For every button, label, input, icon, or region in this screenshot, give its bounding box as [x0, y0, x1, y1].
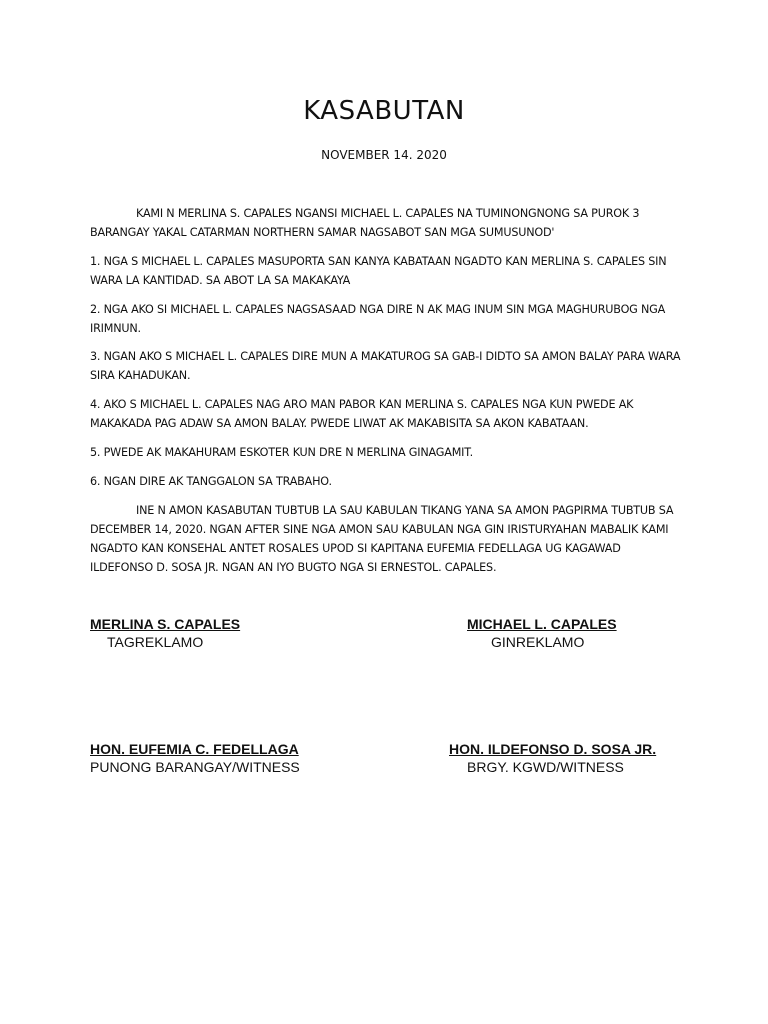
- signatory-name-kagawad: HON. ILDEFONSO D. SOSA JR.: [449, 741, 657, 757]
- agreement-item-6: 6. NGAN DIRE AK TANGGALON SA TRABAHO.: [90, 475, 332, 488]
- signatory-role-complainant: TAGREKLAMO: [107, 634, 204, 650]
- signatory-name-respondent: MICHAEL L. CAPALES: [467, 616, 617, 632]
- agreement-item-1: 1. NGA S MICHAEL L. CAPALES MASUPORTA SAN KANYA KABATAAN NGADTO KAN MERLINA S. CAPALES SIN WARA LA KANTIDAD. SA ABOT LA SA MAKAKAYA: [90, 255, 667, 287]
- signatory-role-kagawad: BRGY. KGWD/WITNESS: [467, 759, 624, 775]
- signatory-name-barangay-captain: HON. EUFEMIA C. FEDELLAGA: [90, 741, 299, 757]
- agreement-item-4: 4. AKO S MICHAEL L. CAPALES NAG ARO MAN PABOR KAN MERLINA S. CAPALES NGA KUN PWEDE AK MAKAKADA PAG ADAW SA AMON BALAY. PWEDE LIWAT AK MAKABISITA SA AKON KABATAAN.: [90, 398, 634, 430]
- intro-paragraph: KAMI N MERLINA S. CAPALES NGANSI MICHAEL L. CAPALES NA TUMINONGNONG SA PUROK 3 BARANGAY YAKAL CATARMAN NORTHERN SAMAR NAGSABOT SAN MGA SUMUSUNOD': [90, 207, 640, 239]
- document-date: NOVEMBER 14. 2020: [321, 148, 447, 162]
- closing-paragraph: INE N AMON KASABUTAN TUBTUB LA SAU KABULAN TIKANG YANA SA AMON PAGPIRMA TUBTUB SA DECEMBER 14, 2020. NGAN AFTER SINE NGA AMON SAU KABULAN NGA GIN IRISTURYAHAN MABALIK KAMI NGADTO KAN KONSEHAL ANTET ROSALES UPOD SI KAPITANA EUFEMIA FEDELLAGA UG KAGAWAD ILDEFONSO D. SOSA JR. NGAN AN IYO BUGTO NGA SI ERNESTOL. CAPALES.: [90, 504, 674, 574]
- document-title: KASABUTAN: [303, 96, 465, 126]
- agreement-item-3: 3. NGAN AKO S MICHAEL L. CAPALES DIRE MUN A MAKATUROG SA GAB-I DIDTO SA AMON BALAY PARA WARA SIRA KAHADUKAN.: [90, 350, 681, 382]
- signatory-role-barangay-captain: PUNONG BARANGAY/WITNESS: [90, 759, 300, 775]
- agreement-item-2: 2. NGA AKO SI MICHAEL L. CAPALES NAGSASAAD NGA DIRE N AK MAG INUM SIN MGA MAGHURUBOG NGA IRIMNUN.: [90, 303, 666, 335]
- signatory-role-respondent: GINREKLAMO: [491, 634, 585, 650]
- signatory-name-complainant: MERLINA S. CAPALES: [90, 616, 241, 632]
- agreement-item-5: 5. PWEDE AK MAKAHURAM ESKOTER KUN DRE N MERLINA GINAGAMIT.: [90, 446, 473, 459]
